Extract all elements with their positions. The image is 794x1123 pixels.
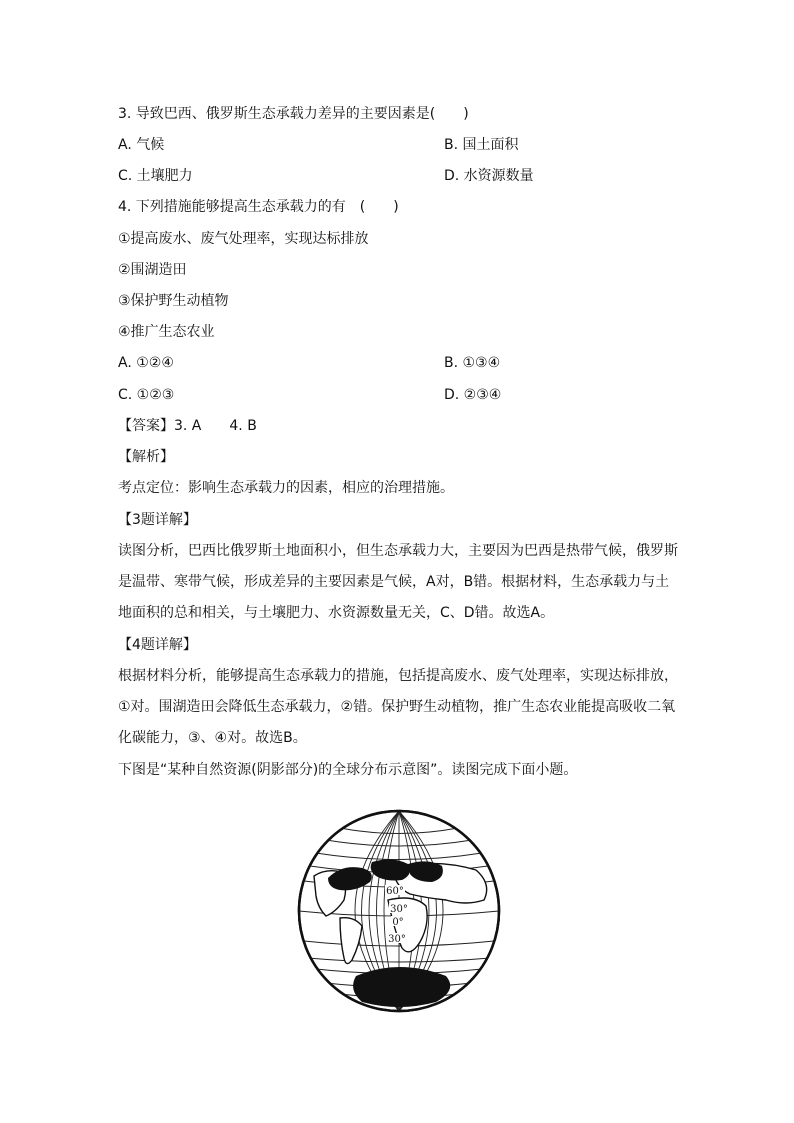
q4-option-d: D. ②③④ [444, 387, 502, 403]
lat-label-30s: 30° [388, 934, 406, 945]
globe-map [296, 808, 502, 1014]
q4-item-4: ④推广生态农业 [118, 324, 215, 340]
q3-option-d: D. 水资源数量 [444, 168, 534, 184]
question-3-stem: 3. 导致巴西、俄罗斯生态承载力差异的主要因素是( ) [118, 106, 469, 122]
q3-detail-line-3: 地面积的总和相关，与土壤肥力、水资源数量无关，C、D错。故选A。 [118, 605, 555, 621]
q3-option-a: A. 气候 [118, 137, 165, 153]
q4-option-c: C. ①②③ [118, 387, 175, 403]
q3-option-b: B. 国土面积 [444, 137, 519, 153]
lat-label-equator: 0° [392, 917, 404, 928]
q4-detail-heading: 【4题详解】 [118, 637, 197, 653]
q3-option-c: C. 土壤肥力 [118, 168, 193, 184]
shaded-region-antarctica [353, 967, 450, 1007]
q4-detail-line-3: 化碳能力，③、④对。故选B。 [118, 730, 307, 746]
q3-detail-line-1: 读图分析，巴西比俄罗斯土地面积小，但生态承载力大，主要因为巴西是热带气候，俄罗斯 [118, 543, 678, 559]
q4-option-b: B. ①③④ [444, 355, 501, 371]
question-4-stem: 4. 下列措施能够提高生态承载力的有 ( ) [118, 199, 399, 215]
q4-detail-line-2: ①对。围湖造田会降低生态承载力，②错。保护野生动植物，推广生态农业能提高吸收二氧 [118, 699, 676, 715]
analysis-point: 考点定位：影响生态承载力的因素，相应的治理措施。 [118, 480, 454, 496]
q3-detail-heading: 【3题详解】 [118, 512, 197, 528]
globe-figure [296, 808, 502, 1014]
q4-item-2: ②围湖造田 [118, 262, 187, 278]
q4-item-3: ③保护野生动植物 [118, 293, 229, 309]
answer-line: 【答案】3. A 4. B [118, 418, 257, 434]
lat-label-60n: 60° [386, 886, 404, 897]
q3-detail-line-2: 是温带、寒带气候，形成差异的主要因素是气候，A对，B错。根据材料，生态承载力与土 [118, 574, 670, 590]
q4-detail-line-1: 根据材料分析，能够提高生态承载力的措施，包括提高废水、废气处理率，实现达标排放， [118, 668, 678, 684]
analysis-heading: 【解析】 [118, 449, 174, 465]
lat-label-30n: 30° [390, 904, 408, 915]
q4-option-a: A. ①②④ [118, 355, 174, 371]
figure-intro: 下图是“某种自然资源(阴影部分)的全球分布示意图”。读图完成下面小题。 [118, 762, 578, 778]
q4-item-1: ①提高废水、废气处理率，实现达标排放 [118, 231, 369, 247]
